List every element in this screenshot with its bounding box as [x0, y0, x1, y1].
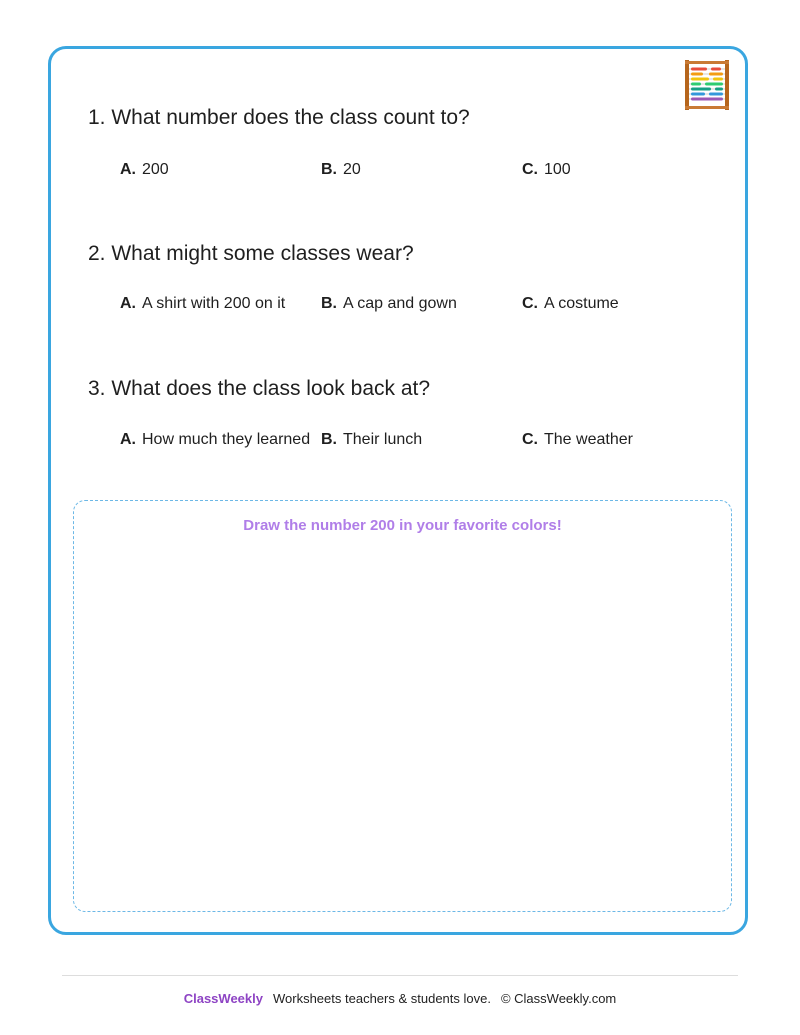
option-text: A cap and gown: [343, 295, 457, 312]
footer: [0, 991, 800, 1006]
option-text: How much they learned: [142, 431, 311, 448]
question-1-options: [120, 159, 720, 209]
footer-brand: ClassWeekly: [183, 991, 263, 1006]
option-letter: A.: [120, 161, 136, 178]
option-b[interactable]: [321, 429, 422, 450]
question-2-options: [120, 293, 720, 343]
drawing-area[interactable]: [73, 500, 732, 912]
option-b[interactable]: [321, 293, 457, 314]
option-text: 20: [343, 161, 361, 178]
option-text: A shirt with 200 on it: [142, 295, 286, 312]
option-a[interactable]: [120, 429, 317, 450]
option-letter: C.: [522, 295, 538, 312]
option-a[interactable]: [120, 159, 169, 180]
question-2: 2. What might some classes wear?: [88, 242, 414, 265]
footer-tagline: Worksheets teachers & students love.: [272, 991, 491, 1006]
option-letter: B.: [321, 295, 337, 312]
option-text: A costume: [544, 295, 619, 312]
drawing-prompt: Draw the number 200 in your favorite colors!: [243, 517, 562, 534]
option-c[interactable]: [522, 159, 571, 180]
footer-copyright: © ClassWeekly.com: [500, 991, 617, 1006]
question-1: 1. What number does the class count to?: [88, 106, 470, 129]
option-letter: B.: [321, 431, 337, 448]
option-text: 100: [544, 161, 571, 178]
option-text: Their lunch: [343, 431, 423, 448]
option-text: 200: [142, 161, 169, 178]
question-3: 3. What does the class look back at?: [88, 377, 431, 400]
option-letter: A.: [120, 431, 136, 448]
option-c[interactable]: [522, 429, 633, 450]
option-a[interactable]: [120, 293, 285, 314]
question-3-options: [120, 429, 720, 479]
option-letter: B.: [321, 161, 337, 178]
option-c[interactable]: [522, 293, 619, 314]
option-letter: C.: [522, 431, 538, 448]
option-b[interactable]: [321, 159, 361, 180]
option-letter: C.: [522, 161, 538, 178]
footer-divider: [62, 975, 738, 976]
option-letter: A.: [120, 295, 136, 312]
option-text: The weather: [544, 431, 633, 448]
abacus-icon: [684, 60, 730, 110]
